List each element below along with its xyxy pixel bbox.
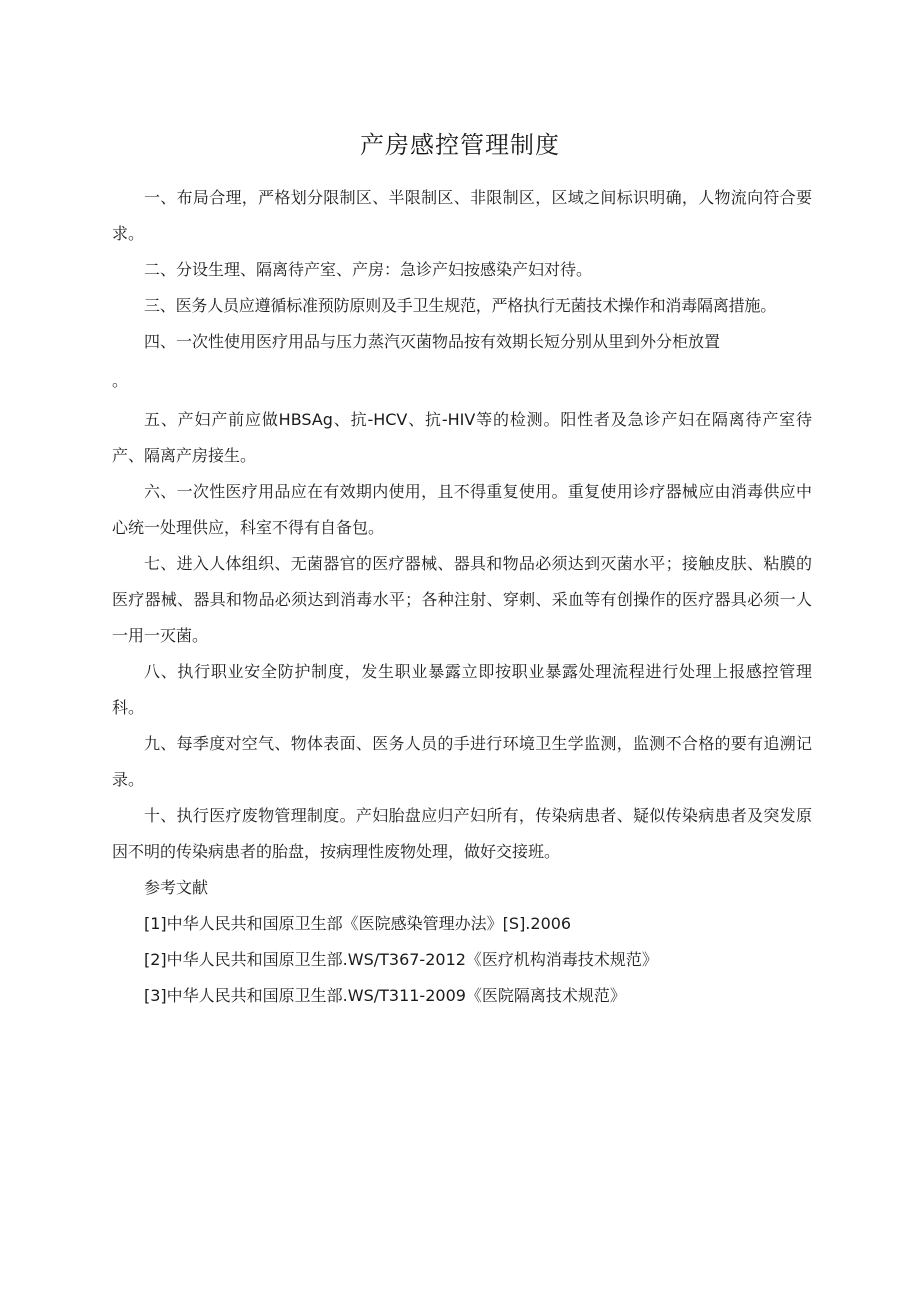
references-heading: 参考文献 — [144, 878, 209, 897]
reference-item: [2]中华人民共和国原卫生部.WS/T367-2012《医疗机构消毒技术规范》 — [144, 950, 658, 969]
paragraph-1: 一、布局合理，严格划分限制区、半限制区、非限制区，区域之间标识明确，人物流向符合要求。 — [112, 188, 812, 243]
stray-period: 。 — [112, 371, 129, 390]
reference-item: [1]中华人民共和国原卫生部《医院感染管理办法》[S].2006 — [144, 914, 572, 933]
document-title: 产房感控管理制度 — [360, 131, 560, 159]
paragraph-10: 十、执行医疗废物管理制度。产妇胎盘应归产妇所有，传染病患者、疑似传染病患者及突发原因不明的传染病患者的胎盘，按病理性废物处理，做好交接班。 — [112, 806, 812, 861]
paragraph-9: 九、每季度对空气、物体表面、医务人员的手进行环境卫生学监测，监测不合格的要有追溯记录。 — [112, 734, 812, 789]
paragraph-8: 八、执行职业安全防护制度，发生职业暴露立即按职业暴露处理流程进行处理上报感控管理科。 — [112, 662, 812, 717]
paragraph-5: 五、产妇产前应做HBSAg、抗-HCV、抗-HIV等的检测。阳性者及急诊产妇在隔离待产室待产、隔离产房接生。 — [112, 410, 812, 465]
paragraph-4: 四、一次性使用医疗用品与压力蒸汽灭菌物品按有效期长短分别从里到外分柜放置 — [144, 332, 721, 351]
document-body — [112, 180, 812, 1014]
paragraph-7: 七、进入人体组织、无菌器官的医疗器械、器具和物品必须达到灭菌水平；接触皮肤、粘膜的医疗器械、器具和物品必须达到消毒水平；各种注射、穿刺、采血等有创操作的医疗器具必须一人一用一灭菌。 — [112, 554, 812, 645]
paragraph-6: 六、一次性医疗用品应在有效期内使用，且不得重复使用。重复使用诊疗器械应由消毒供应中心统一处理供应，科室不得有自备包。 — [112, 482, 812, 537]
paragraph-2: 二、分设生理、隔离待产室、产房：急诊产妇按感染产妇对待。 — [144, 260, 593, 279]
reference-item: [3]中华人民共和国原卫生部.WS/T311-2009《医院隔离技术规范》 — [144, 986, 626, 1005]
paragraph-3: 三、医务人员应遵循标准预防原则及手卫生规范，严格执行无菌技术操作和消毒隔离措施。 — [144, 296, 777, 315]
